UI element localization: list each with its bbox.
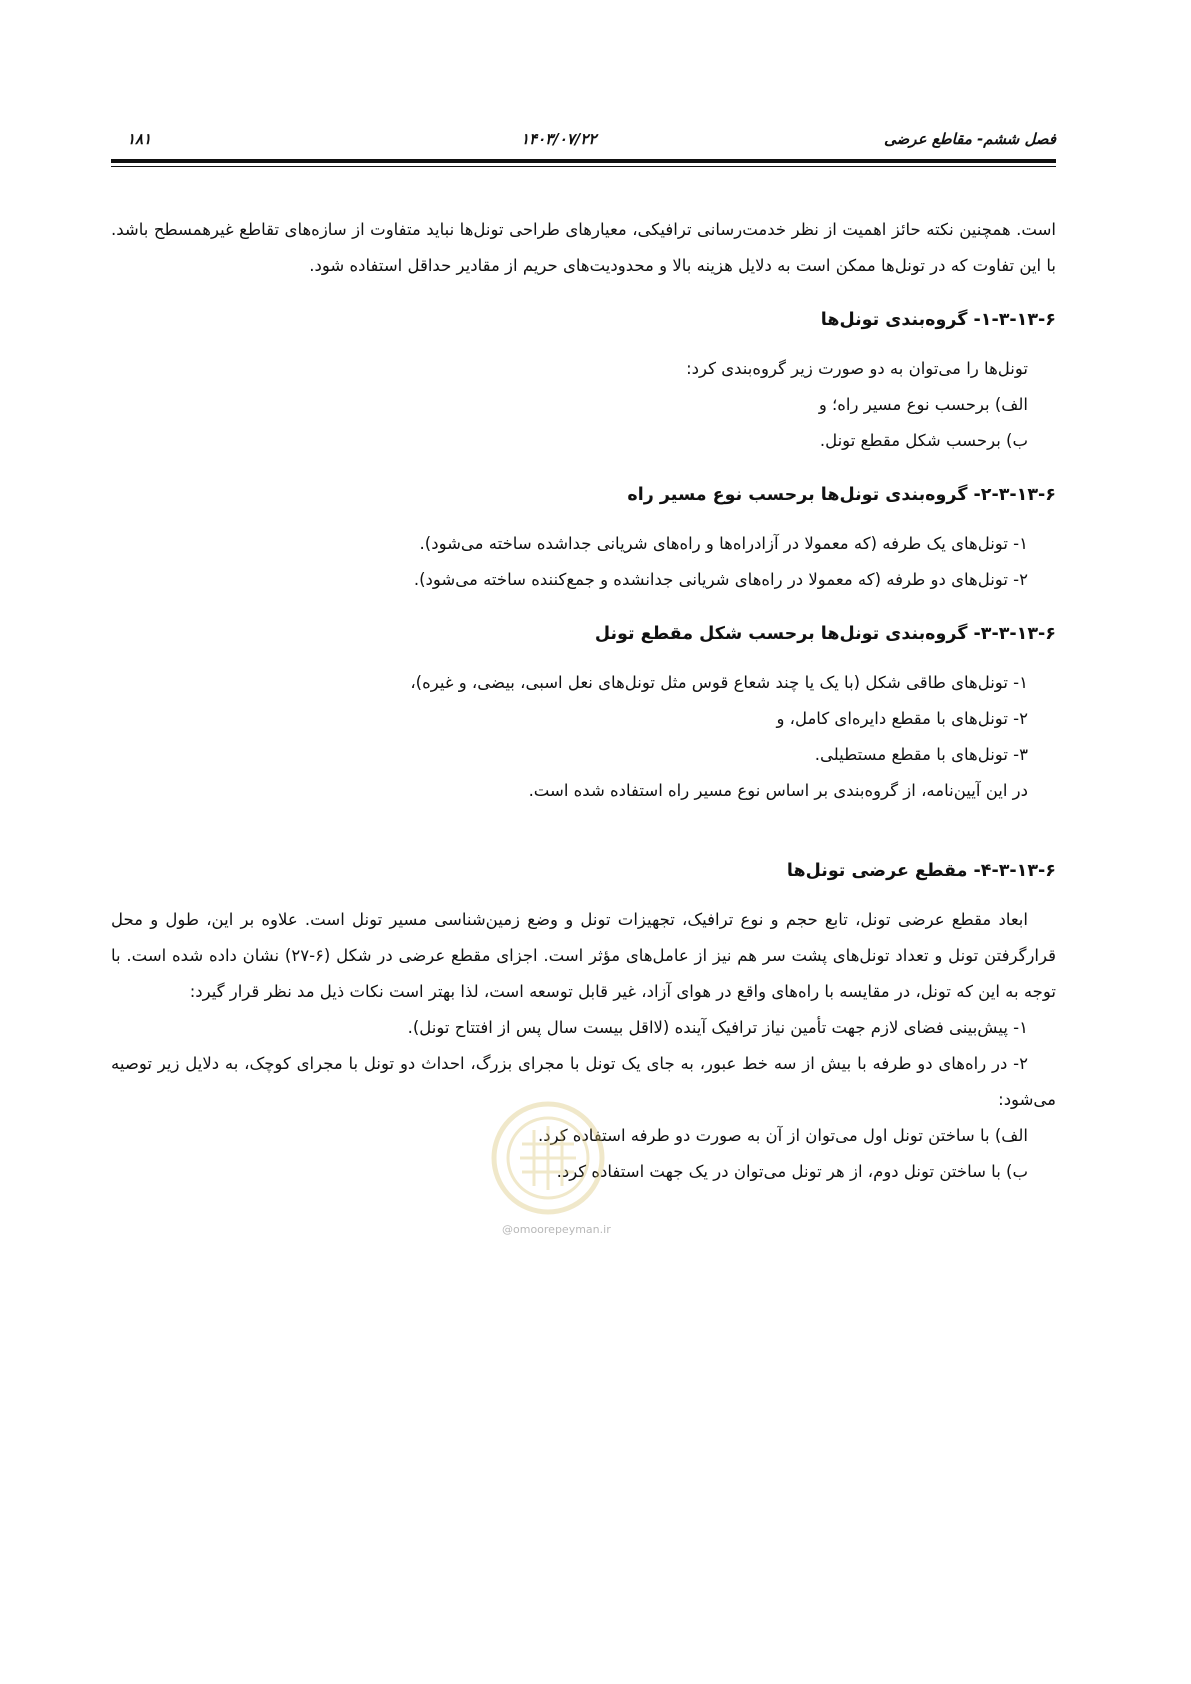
- body-content: [111, 212, 1056, 1190]
- watermark-text: @omoorepeyman.ir: [502, 1223, 611, 1236]
- section-heading-3: ۳-۳-۱۳-۶- گروه‌بندی تونل‌ها برحسب شکل مقطع تونل: [594, 624, 1056, 644]
- page-header: [111, 130, 1056, 156]
- chapter-title: فصل ششم- مقاطع عرضی: [884, 130, 1056, 148]
- list-item: ۱- تونل‌های یک طرفه (که معمولا در آزادراه‌ها و راه‌های شریانی جداشده ساخته می‌شود).: [419, 534, 1028, 553]
- section-1-lead: تونل‌ها را می‌توان به دو صورت زیر گروه‌بندی کرد:: [686, 359, 1028, 378]
- numbered-point-1: ۱- پیش‌بینی فضای لازم جهت تأمین نیاز ترافیک آینده (لااقل بیست سال پس از افتتاح تونل).: [407, 1018, 1028, 1037]
- list-item: ب) برحسب شکل مقطع تونل.: [819, 431, 1028, 450]
- header-rule-thick: [111, 159, 1056, 163]
- section-heading-2: ۲-۳-۱۳-۶- گروه‌بندی تونل‌ها برحسب نوع مسیر راه: [627, 485, 1056, 505]
- list-item: الف) با ساختن تونل اول می‌توان از آن به صورت دو طرفه استفاده کرد.: [538, 1126, 1028, 1145]
- list-item: ۳- تونل‌های با مقطع مستطیلی.: [814, 745, 1028, 764]
- page-number: ۱۸۱: [127, 130, 152, 148]
- section-heading-4: ۴-۳-۱۳-۶- مقطع عرضی تونل‌ها: [786, 861, 1056, 881]
- list-item: ۲- تونل‌های دو طرفه (که معمولا در راه‌های شریانی جدانشده و جمع‌کننده ساخته می‌شود).: [413, 570, 1028, 589]
- section-heading-1: ۱-۳-۱۳-۶- گروه‌بندی تونل‌ها: [820, 310, 1056, 330]
- numbered-point-2: ۲- در راه‌های دو طرفه با بیش از سه خط عبور، به جای یک تونل با مجرای بزرگ، احداث دو تونل با مجرای کوچک، به دلایل زیر توصیه می‌شود:: [111, 1054, 1056, 1109]
- list-item: ب) با ساختن تونل دوم، از هر تونل می‌توان در یک جهت استفاده کرد.: [556, 1162, 1028, 1181]
- header-date: ۱۴۰۳/۰۷/۲۲: [521, 130, 597, 148]
- header-rule-thin: [111, 166, 1056, 167]
- list-item: ۲- تونل‌های با مقطع دایره‌ای کامل، و: [776, 709, 1028, 728]
- section-4-paragraph: ابعاد مقطع عرضی تونل، تابع حجم و نوع ترافیک، تجهیزات تونل و وضع زمین‌شناسی مسیر تونل است. علاوه بر این، طول و محل قرارگرفتن تونل و تعداد تونل‌های پشت سر هم نیز از عامل‌های مؤثر است. اجزای مقطع عرضی در شکل (۶-۲۷) نشان داده شده است. با توجه به این که تونل، در مقایسه با راه‌های واقع در هوای آزاد، غیر قابل توسعه است، لذا بهتر است نکات ذیل مد نظر قرار گیرد:: [111, 910, 1056, 1001]
- list-item: الف) برحسب نوع مسیر راه؛ و: [818, 395, 1028, 414]
- list-item: ۱- تونل‌های طاقی شکل (با یک یا چند شعاع قوس مثل تونل‌های نعل اسبی، بیضی، و غیره)،: [410, 673, 1028, 692]
- section-3-note: در این آیین‌نامه، از گروه‌بندی بر اساس نوع مسیر راه استفاده شده است.: [528, 781, 1028, 800]
- intro-paragraph: است. همچنین نکته حائز اهمیت از نظر خدمت‌رسانی ترافیکی، معیارهای طراحی تونل‌ها نباید متفاوت از سازه‌های تقاطع غیرهمسطح باشد. با این تفاوت که در تونل‌ها ممکن است به دلایل هزینه بالا و محدودیت‌های حریم از مقادیر حداقل استفاده شود.: [111, 220, 1056, 275]
